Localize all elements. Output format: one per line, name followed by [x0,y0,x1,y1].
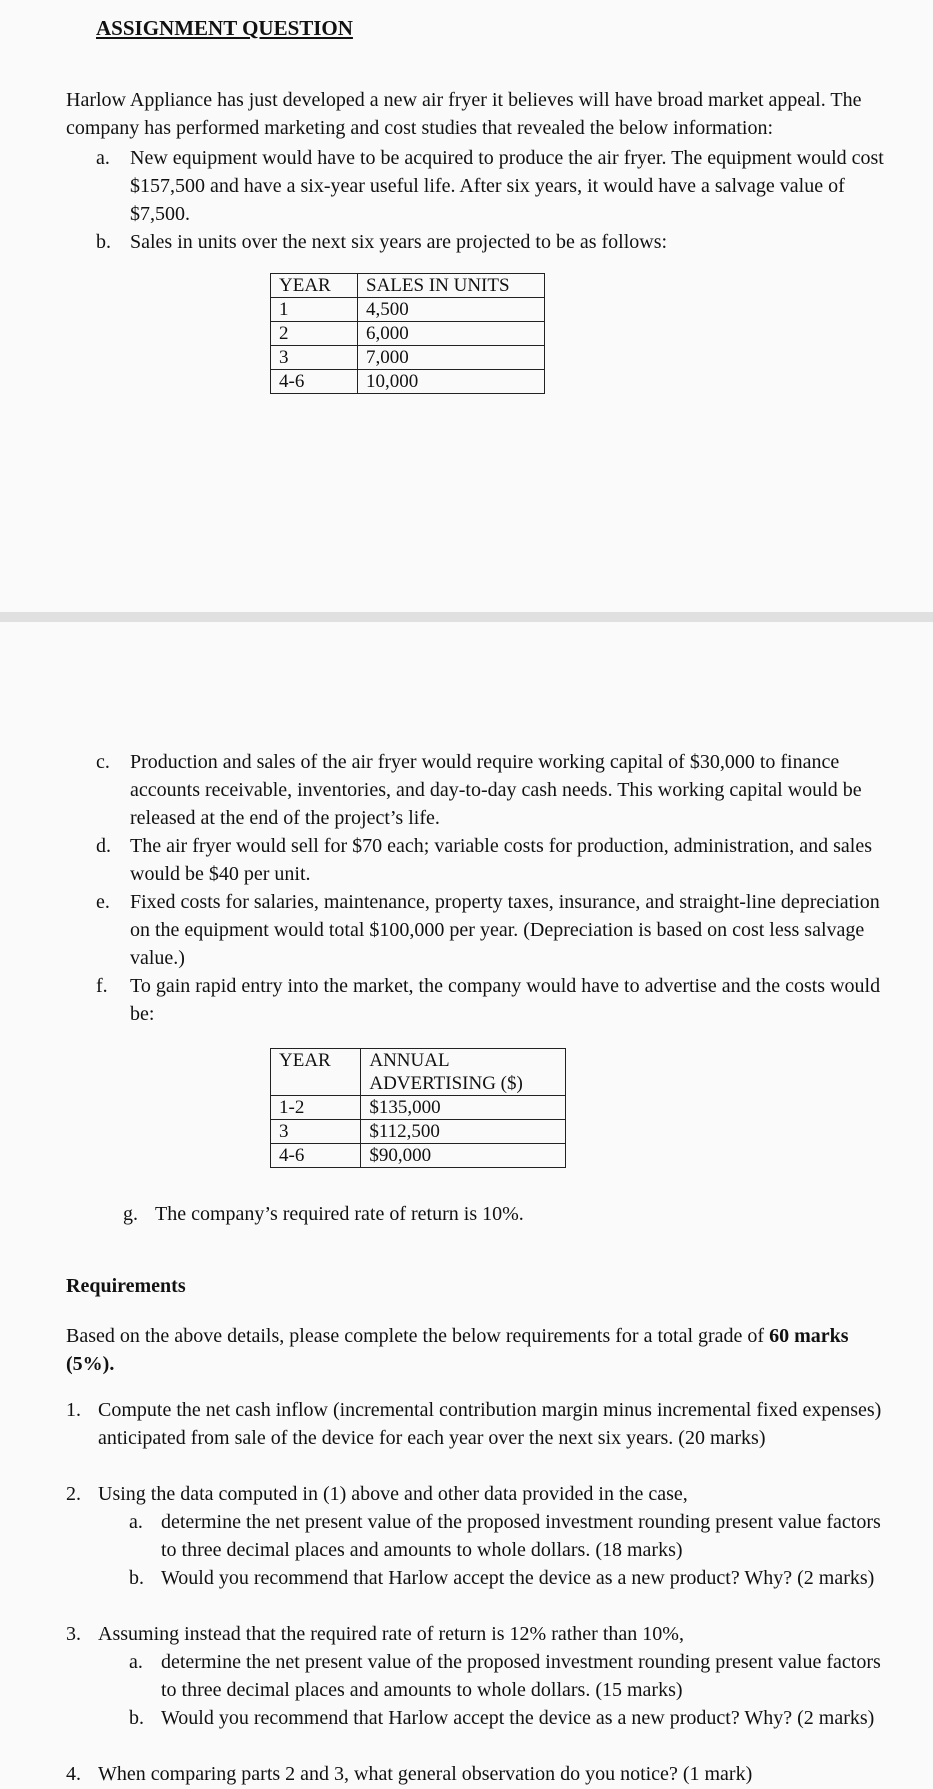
item-label: c. [96,751,110,773]
item-label: d. [96,835,111,857]
table-cell: 1 [271,298,358,322]
table-header-cell: ANNUAL ADVERTISING ($) [361,1049,566,1096]
requirement-2b [129,1564,889,1592]
requirement-1 [66,1396,896,1452]
requirement-text: Compute the net cash inflow (incremental contribution margin minus incremental fixed expenses) anticipated from sale of the device for each year over the next six years. (20 marks) [98,1399,882,1449]
table-cell: 10,000 [358,370,545,394]
page-2 [0,622,933,1789]
requirement-text: Assuming instead that the required rate of return is 12% rather than 10%, [98,1623,684,1645]
requirement-text: When comparing parts 2 and 3, what general observation do you notice? (1 mark) [98,1763,753,1785]
item-text: New equipment would have to be acquired to produce the air fryer. The equipment would cost $157,500 and have a six-year useful life. After six years, it would have a salvage value of $7,500. [130,147,884,225]
table-cell: 4-6 [271,370,358,394]
table-row [271,322,545,346]
requirement-3 [66,1620,896,1648]
item-a [96,144,896,228]
requirement-2a [129,1508,889,1564]
item-text: Sales in units over the next six years are projected to be as follows: [130,231,668,253]
requirement-number: 3. [66,1623,81,1645]
requirement-4 [66,1760,896,1788]
sales-table [270,273,545,394]
item-text: Fixed costs for salaries, maintenance, property taxes, insurance, and straight-line depreciation on the equipment would total $100,000 per year. (Depreciation is based on cost less salvage value.) [130,891,880,969]
requirement-number: b. [129,1707,144,1729]
item-text: Production and sales of the air fryer would require working capital of $30,000 to finance accounts receivable, inventories, and day-to-day cash needs. This working capital would be released at the end of the project’s life. [130,751,862,829]
item-label: g. [123,1203,138,1225]
item-c [96,748,896,832]
table-cell: 3 [271,1120,361,1144]
item-label: b. [96,231,111,253]
requirement-3a [129,1648,889,1704]
requirement-number: 4. [66,1763,81,1785]
requirement-number: a. [129,1511,143,1533]
page-divider [0,612,933,622]
table-header-cell: YEAR [271,274,358,298]
table-header-cell: SALES IN UNITS [358,274,545,298]
item-d [96,832,896,888]
requirement-text: determine the net present value of the proposed investment rounding present value factors to three decimal places and amounts to whole dollars. (15 marks) [161,1651,881,1701]
table-cell: 6,000 [358,322,545,346]
table-cell: $90,000 [361,1144,566,1168]
requirements-intro-text: Based on the above details, please complete the below requirements for a total grade of [66,1325,770,1347]
requirement-number: 2. [66,1483,81,1505]
requirements-heading: Requirements [66,1275,186,1297]
table-cell: 4,500 [358,298,545,322]
table-cell: 4-6 [271,1144,361,1168]
table-cell: 2 [271,322,358,346]
table-row [271,370,545,394]
table-row [271,1144,566,1168]
table-header-row [271,1049,566,1096]
table-cell: $135,000 [361,1096,566,1120]
advertising-table [270,1048,566,1168]
table-cell: 7,000 [358,346,545,370]
item-text: The air fryer would sell for $70 each; variable costs for production, administration, and sales would be $40 per unit. [130,835,872,885]
requirement-text: Would you recommend that Harlow accept the device as a new product? Why? (2 marks) [161,1567,875,1589]
item-b [96,228,896,256]
item-label: f. [96,975,108,997]
requirement-number: a. [129,1651,143,1673]
table-cell: 1-2 [271,1096,361,1120]
intro-paragraph: Harlow Appliance has just developed a new air fryer it believes will have broad market appeal. The company has performed marketing and cost studies that revealed the below information: [66,89,862,139]
table-row [271,298,545,322]
requirement-3b [129,1704,889,1732]
requirement-text: determine the net present value of the proposed investment rounding present value factors to three decimal places and amounts to whole dollars. (18 marks) [161,1511,881,1561]
item-f [96,972,896,1028]
item-text: The company’s required rate of return is 10%. [155,1203,524,1225]
table-header-row [271,274,545,298]
item-label: e. [96,891,110,913]
requirement-number: 1. [66,1399,81,1421]
table-header-cell: YEAR [271,1049,361,1096]
requirement-2 [66,1480,896,1508]
item-label: a. [96,147,110,169]
table-cell: 3 [271,346,358,370]
page-1 [0,0,933,612]
table-row [271,346,545,370]
requirements-total-marks: 60 marks (5%). [66,1325,849,1375]
requirement-text: Using the data computed in (1) above and other data provided in the case, [98,1483,688,1505]
item-g [123,1200,923,1228]
table-row [271,1120,566,1144]
page-title: ASSIGNMENT QUESTION [96,16,353,40]
table-row [271,1096,566,1120]
requirement-text: Would you recommend that Harlow accept the device as a new product? Why? (2 marks) [161,1707,875,1729]
item-text: To gain rapid entry into the market, the company would have to advertise and the costs would be: [130,975,881,1025]
table-cell: $112,500 [361,1120,566,1144]
requirement-number: b. [129,1567,144,1589]
item-e [96,888,896,972]
requirements-intro [66,1322,866,1378]
